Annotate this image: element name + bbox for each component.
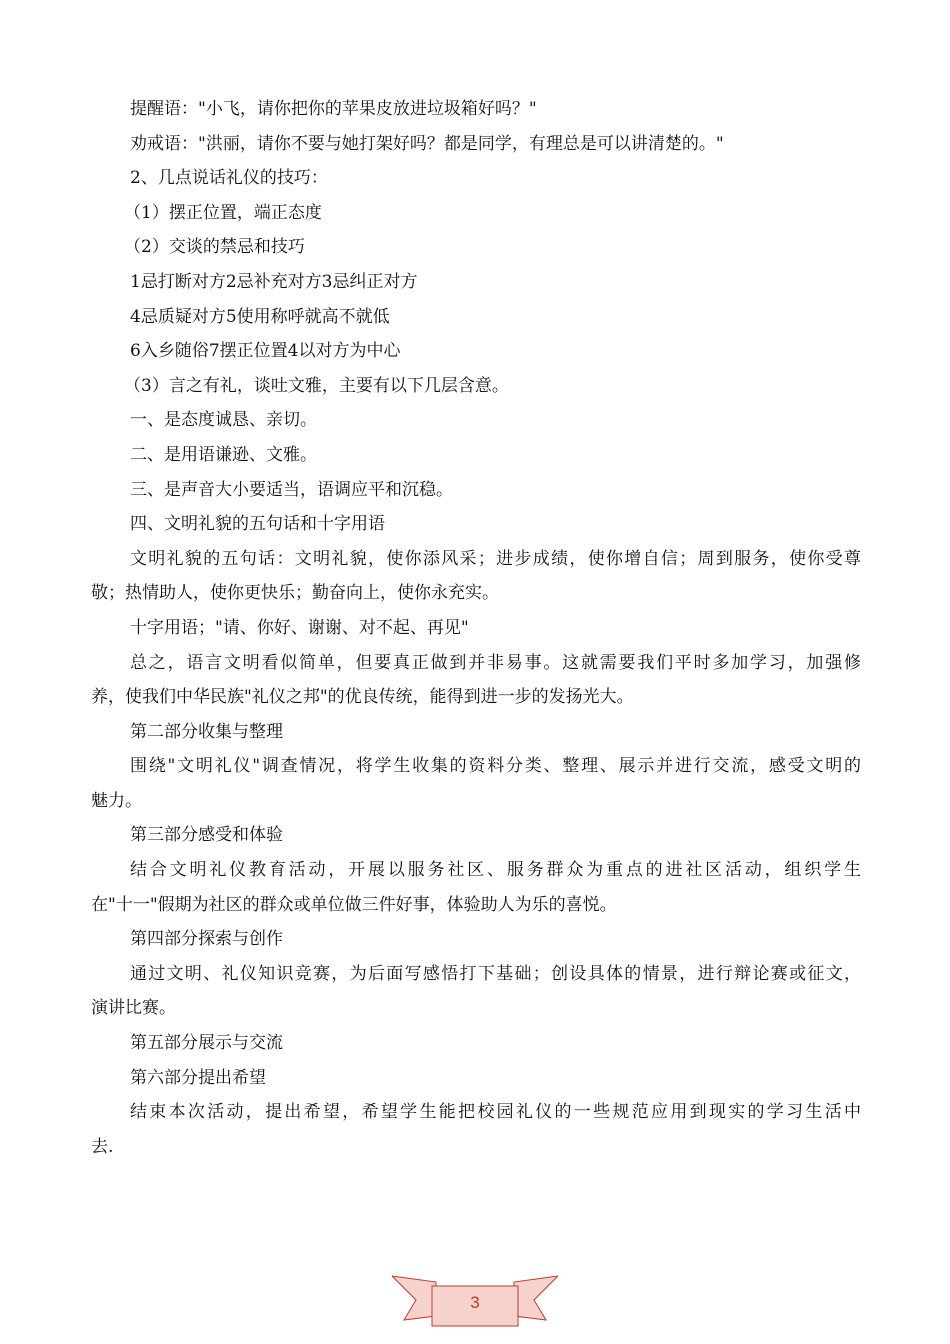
text-line: （3）言之有礼，谈吐文雅，主要有以下几层含意。 <box>124 375 509 396</box>
text-line: （2）交谈的禁忌和技巧 <box>124 237 305 258</box>
text-line: 文明礼貌的五句话：文明礼貌，使你添风采；进步成绩，使你增自信；周到服务，使你受尊 <box>130 548 861 569</box>
text-line: 总之，语言文明看似简单，但要真正做到并非易事。这就需要我们平时多加学习，加强修 <box>130 652 861 673</box>
text-line: 提醒语："小飞，请你把你的苹果皮放进垃圾箱好吗？" <box>130 99 537 119</box>
text-line: 二、是用语谦逊、文雅。 <box>130 444 317 465</box>
text-line: 敬；热情助人，使你更快乐；勤奋向上，使你永充实。 <box>91 583 499 604</box>
text-line: （1）摆正位置，端正态度 <box>124 202 322 223</box>
text-line: 2、几点说话礼仪的技巧： <box>130 168 328 189</box>
text-line: 4忌质疑对方5使用称呼就高不就低 <box>130 306 390 327</box>
page-number: 3 <box>470 1293 480 1312</box>
text-line: 演讲比赛。 <box>91 998 176 1019</box>
text-line: 围绕"文明礼仪"调查情况，将学生收集的资料分类、整理、展示并进行交流，感受文明的 <box>130 756 861 777</box>
text-line: 十字用语；"请、你好、谢谢、对不起、再见" <box>130 617 469 638</box>
section-heading: 第二部分收集与整理 <box>130 721 283 742</box>
section-heading: 第六部分提出希望 <box>130 1067 266 1088</box>
text-line: 养，使我们中华民族"礼仪之邦"的优良传统，能得到进一步的发扬光大。 <box>91 687 634 708</box>
text-line: 魅力。 <box>91 790 142 811</box>
text-line: 1忌打断对方2忌补充对方3忌纠正对方 <box>130 271 418 292</box>
text-line: 一、是态度诚恳、亲切。 <box>130 410 317 431</box>
section-heading: 第五部分展示与交流 <box>130 1033 283 1054</box>
section-heading: 第四部分探索与创作 <box>130 929 283 950</box>
text-line: 在"十一"假期为社区的群众或单位做三件好事，体验助人为乐的喜悦。 <box>91 894 617 915</box>
section-heading: 四、文明礼貌的五句话和十字用语 <box>130 514 385 535</box>
document-body <box>91 92 861 1164</box>
section-heading: 第三部分感受和体验 <box>130 825 283 846</box>
text-line: 结束本次活动，提出希望，希望学生能把校园礼仪的一些规范应用到现实的学习生活中 <box>130 1102 861 1123</box>
text-line: 结合文明礼仪教育活动，开展以服务社区、服务群众为重点的进社区活动，组织学生 <box>130 860 861 881</box>
page-number-badge <box>392 1272 558 1328</box>
text-line: 去. <box>91 1136 114 1157</box>
text-line: 通过文明、礼仪知识竞赛，为后面写感悟打下基础；创设具体的情景，进行辩论赛或征文， <box>130 963 861 984</box>
text-line: 6入乡随俗7摆正位置4以对方为中心 <box>130 341 401 362</box>
text-line: 劝戒语："洪丽，请你不要与她打架好吗？都是同学，有理总是可以讲清楚的。" <box>130 133 724 154</box>
text-line: 三、是声音大小要适当，语调应平和沉稳。 <box>130 479 453 500</box>
